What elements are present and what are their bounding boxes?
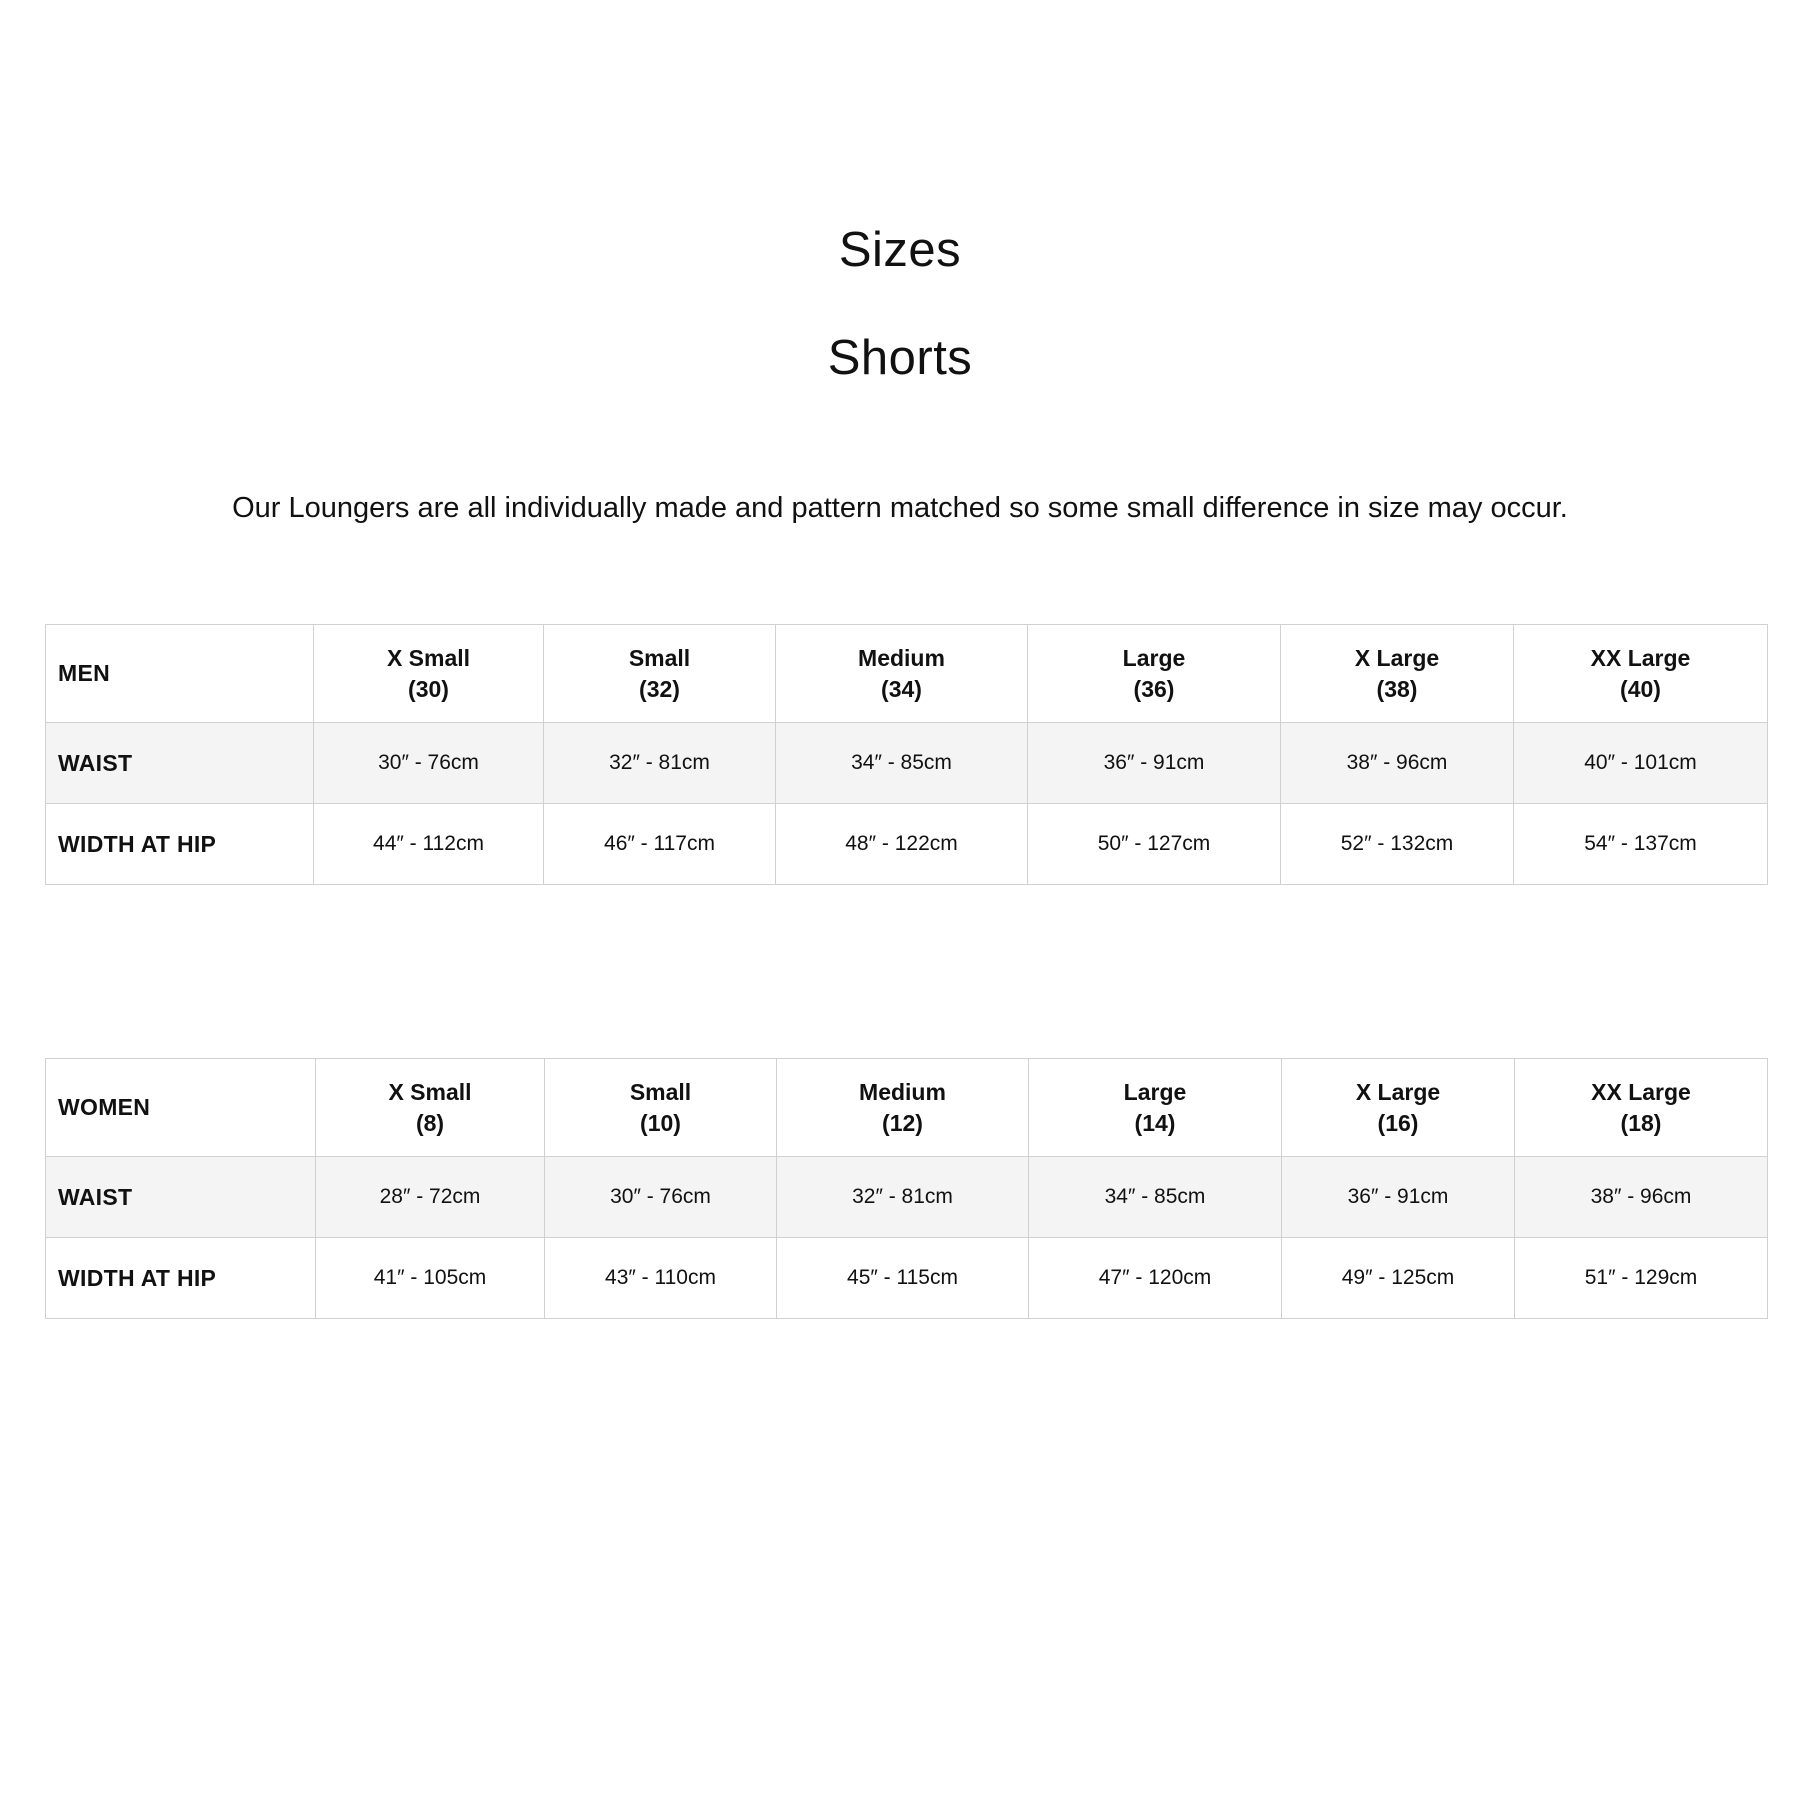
- table-row: [46, 804, 1768, 885]
- page-title: Sizes: [838, 223, 962, 277]
- size-code: (30): [408, 675, 449, 702]
- size-code: (36): [1133, 675, 1175, 702]
- size-header: [1282, 1059, 1515, 1157]
- size-code: (34): [881, 675, 922, 702]
- table-cell: 50″ - 127cm: [1028, 804, 1281, 885]
- size-header: [1514, 625, 1768, 723]
- table-row: [46, 723, 1768, 804]
- table-cell: 36″ - 91cm: [1282, 1157, 1515, 1238]
- size-header: [776, 625, 1028, 723]
- table-cell: 47″ - 120cm: [1029, 1238, 1282, 1319]
- size-code: (12): [882, 1109, 923, 1136]
- size-name: X Large: [1354, 644, 1440, 671]
- size-name: XX Large: [1591, 1078, 1691, 1105]
- table-cell: 38″ - 96cm: [1515, 1157, 1768, 1238]
- table-cell: 43″ - 110cm: [545, 1238, 777, 1319]
- table-cell: 41″ - 105cm: [316, 1238, 545, 1319]
- row-label: WAIST: [46, 723, 314, 804]
- table-cell: 40″ - 101cm: [1514, 723, 1768, 804]
- group-label: MEN: [46, 625, 314, 723]
- table-cell: 45″ - 115cm: [777, 1238, 1029, 1319]
- table-header-row: [46, 625, 1768, 723]
- intro-text: Our Loungers are all individually made and pattern matched so some small difference in size may occur.: [232, 492, 1568, 524]
- size-header: [1281, 625, 1514, 723]
- table-row: [46, 1157, 1768, 1238]
- table-cell: 34″ - 85cm: [776, 723, 1028, 804]
- size-name: XX Large: [1590, 644, 1691, 671]
- size-header: [1028, 625, 1281, 723]
- size-name: Medium: [858, 644, 945, 671]
- size-code: (14): [1134, 1109, 1176, 1136]
- table-cell: 34″ - 85cm: [1029, 1157, 1282, 1238]
- size-header: [316, 1059, 545, 1157]
- men-size-table: [45, 624, 1768, 885]
- row-label: WAIST: [46, 1157, 316, 1238]
- table-cell: 28″ - 72cm: [316, 1157, 545, 1238]
- size-code: (16): [1377, 1109, 1419, 1136]
- size-header: [777, 1059, 1029, 1157]
- table-cell: 30″ - 76cm: [545, 1157, 777, 1238]
- group-label: WOMEN: [46, 1059, 316, 1157]
- row-label: WIDTH AT HIP: [46, 1238, 316, 1319]
- table-header-row: [46, 1059, 1768, 1157]
- size-header: [544, 625, 776, 723]
- size-name: Large: [1123, 1078, 1187, 1105]
- size-name: Small: [629, 1078, 692, 1105]
- size-header: [1515, 1059, 1768, 1157]
- size-code: (10): [640, 1109, 681, 1136]
- table-cell: 32″ - 81cm: [544, 723, 776, 804]
- table-row: [46, 1238, 1768, 1319]
- size-code: (8): [415, 1109, 445, 1136]
- table-cell: 44″ - 112cm: [314, 804, 544, 885]
- size-name: Medium: [859, 1078, 946, 1105]
- size-code: (18): [1620, 1109, 1662, 1136]
- row-label: WIDTH AT HIP: [46, 804, 314, 885]
- size-name: X Small: [386, 644, 471, 671]
- size-code: (40): [1620, 675, 1661, 702]
- table-cell: 30″ - 76cm: [314, 723, 544, 804]
- women-size-table: [45, 1058, 1768, 1319]
- table-cell: 38″ - 96cm: [1281, 723, 1514, 804]
- size-name: X Small: [388, 1078, 472, 1105]
- size-header: [545, 1059, 777, 1157]
- size-name: Large: [1122, 644, 1186, 671]
- table-cell: 36″ - 91cm: [1028, 723, 1281, 804]
- table-cell: 52″ - 132cm: [1281, 804, 1514, 885]
- size-header: [314, 625, 544, 723]
- table-cell: 48″ - 122cm: [776, 804, 1028, 885]
- size-code: (38): [1376, 675, 1418, 702]
- table-cell: 32″ - 81cm: [777, 1157, 1029, 1238]
- size-header: [1029, 1059, 1282, 1157]
- table-cell: 46″ - 117cm: [544, 804, 776, 885]
- table-cell: 51″ - 129cm: [1515, 1238, 1768, 1319]
- size-code: (32): [639, 675, 680, 702]
- size-name: Small: [628, 644, 691, 671]
- size-name: X Large: [1355, 1078, 1441, 1105]
- page-subtitle: Shorts: [827, 331, 973, 385]
- table-cell: 54″ - 137cm: [1514, 804, 1768, 885]
- table-cell: 49″ - 125cm: [1282, 1238, 1515, 1319]
